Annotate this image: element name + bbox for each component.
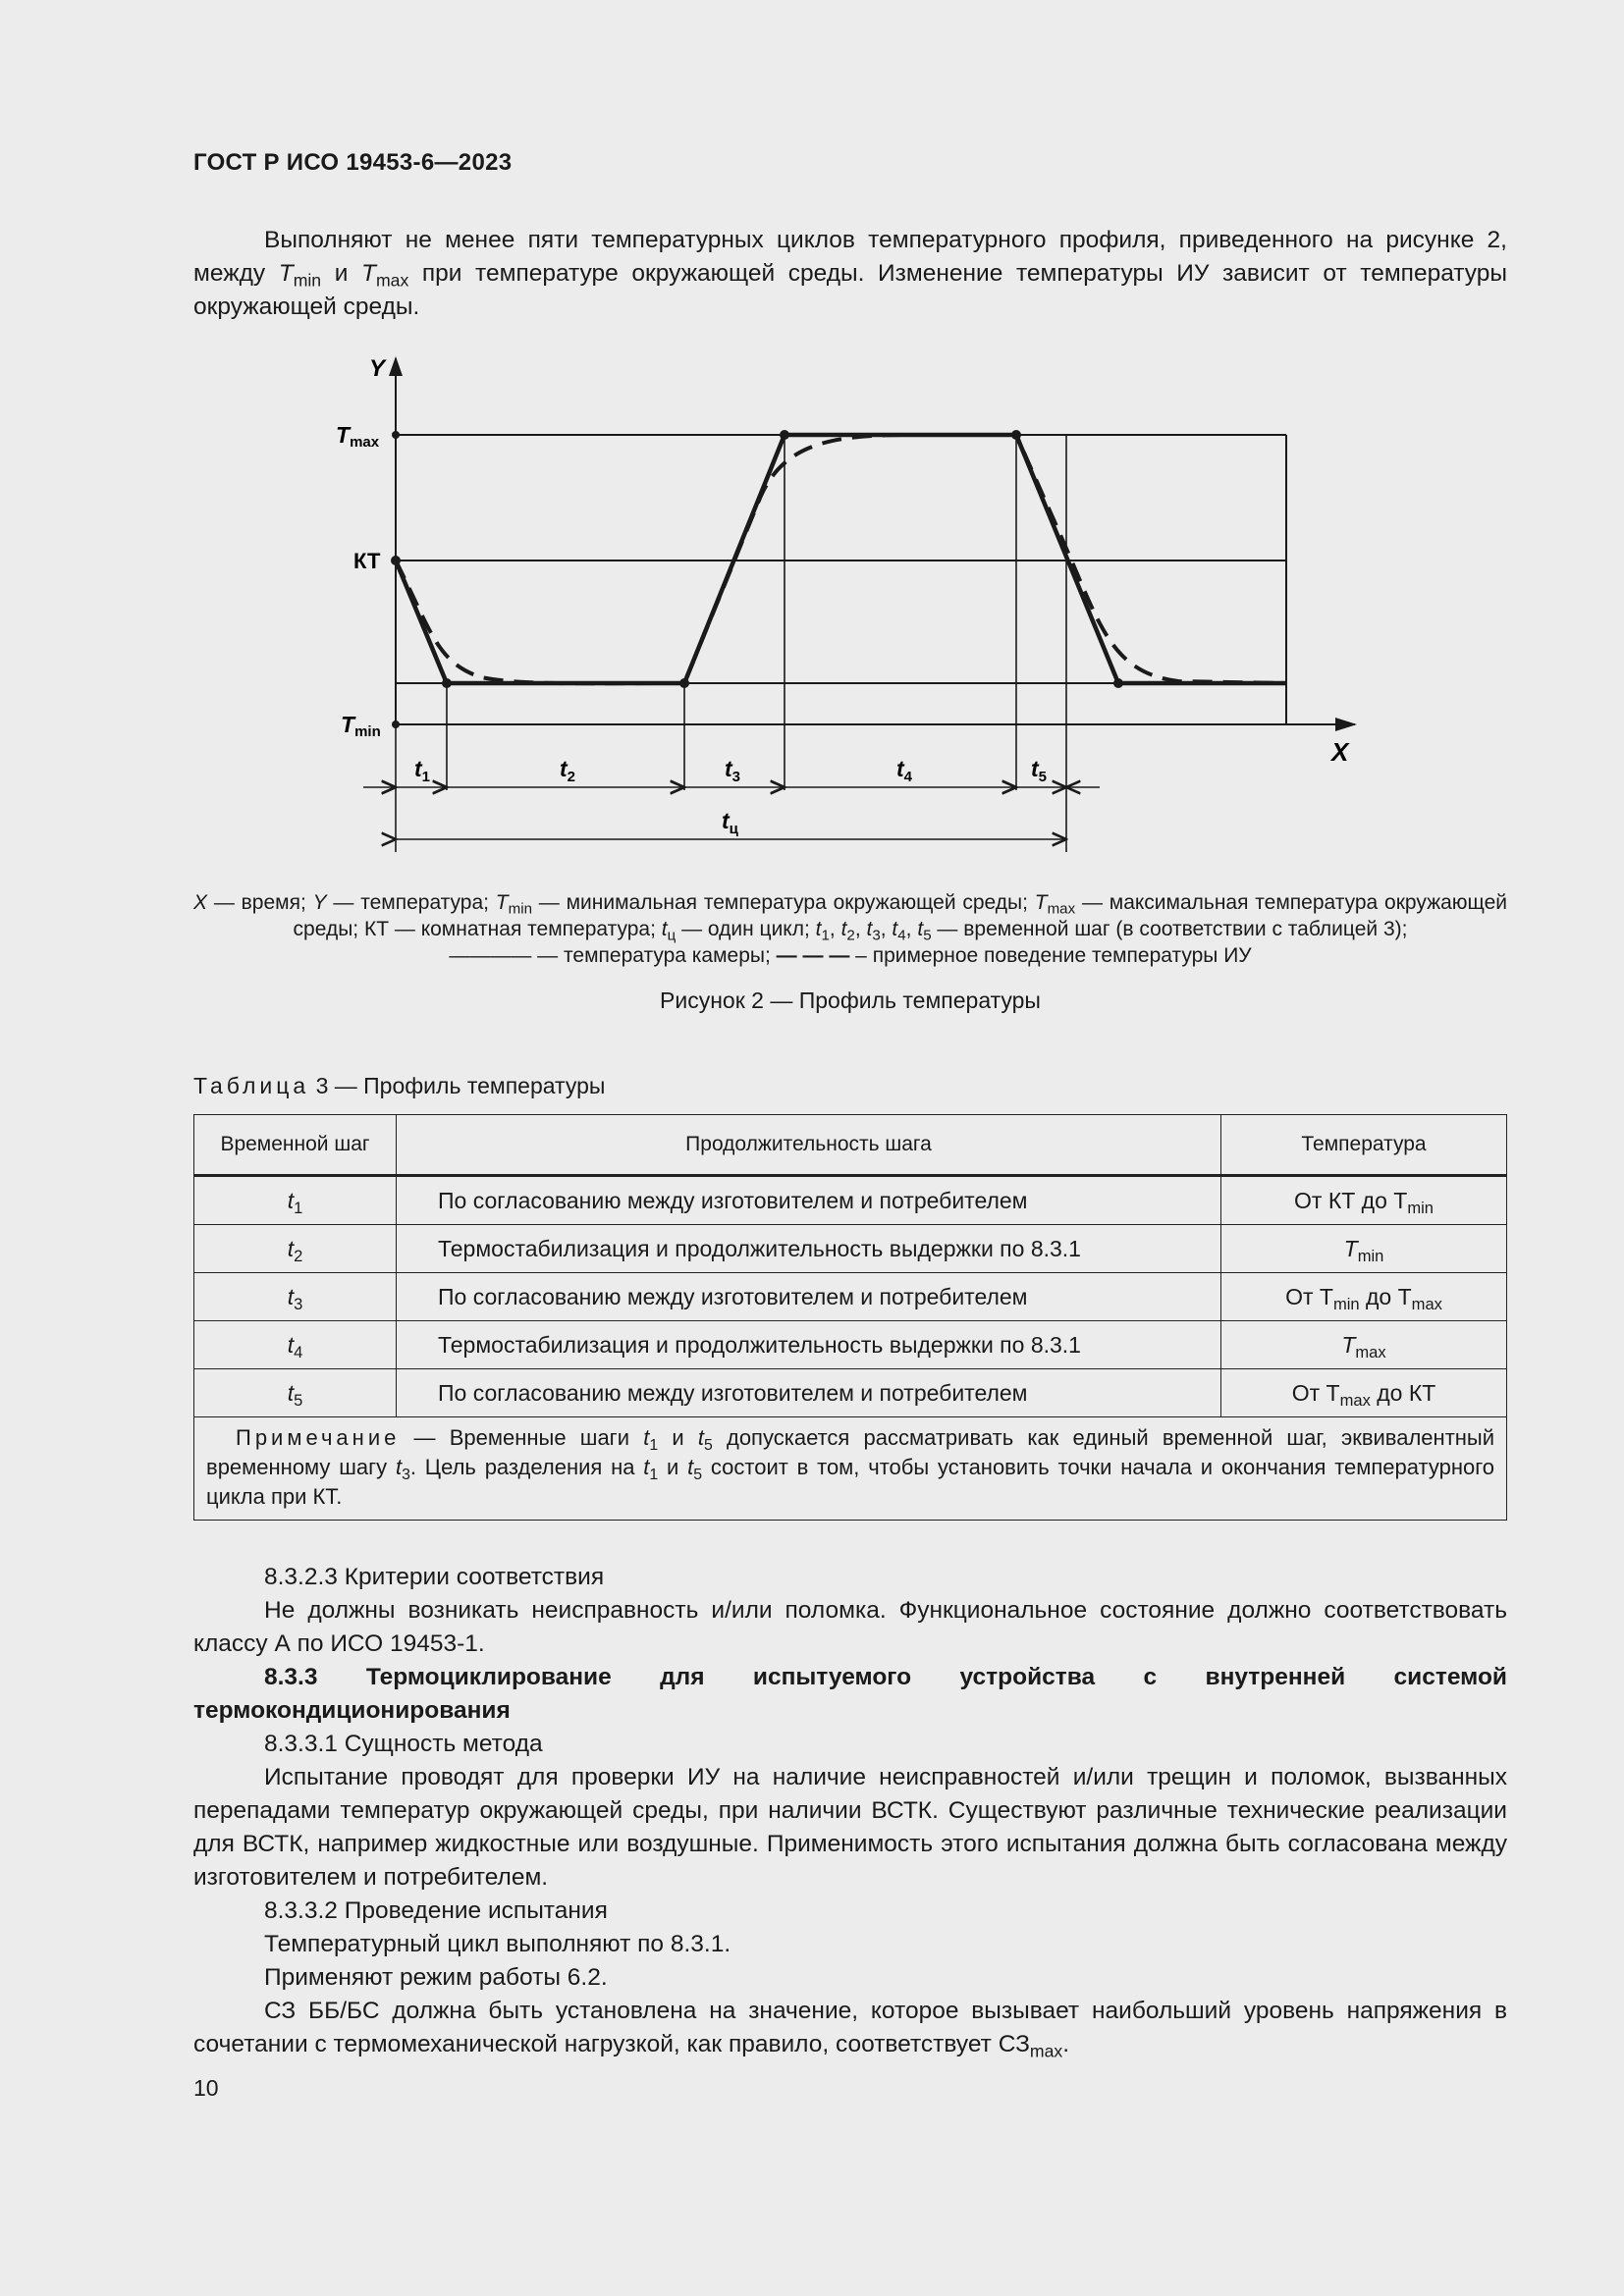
table-note: Примечание — Временные шаги $t_1$ и $t_5$ допускается рассматривать как единый временной шаг, эквивалентный временному шагу $t_3$. Цель разделения на $t_1$ и $t_5$ состоит в том, чтобы установить точки начала и окончания температурного цикла при КТ. (194, 1417, 1507, 1521)
temperature-profile-table (193, 1114, 1507, 1521)
header-step: Временной шаг (194, 1115, 397, 1176)
header-temperature: Температура (1221, 1115, 1507, 1176)
dut-temperature-line (396, 435, 1286, 683)
table-row: $t_1$ По согласованию между изготовителем и потребителем От КТ до $T_{min}$ (194, 1176, 1507, 1225)
page-number: 10 (193, 2075, 219, 2101)
figure-legend: X — время; Y — температура; $T_{min}$ — минимальная температура окружающей среды; $T_{max}$ — максимальная температура окружающей среды; КТ — комнатная температура; $t_ц$ — один цикл; $t_1$, $t_2$, $t_3$, $t_4$, $t_5$ — временной шаг (в соответствии с таблицей 3); ———— — температура камеры; — — — – примерное поведение температуры ИУ (193, 891, 1507, 967)
section-8-3-3-1-text: Испытание проводят для проверки ИУ на наличие неисправностей и/или трещин и поломок, вызванных перепадами температур окружающей среды, при наличии ВСТК. Существуют различные технические реализации для ВСТК, например жидкостные или воздушные. Применимость этого испытания должна быть согласована между изготовителем и потребителем. (193, 1764, 1507, 1891)
table-note-row (194, 1417, 1507, 1521)
cycle-label: $t_ц$ (722, 808, 738, 837)
step-label-t5: $t_5$ (1031, 756, 1048, 785)
step-label-t2: $t_2$ (560, 756, 576, 785)
intro-paragraph: Выполняют не менее пяти температурных циклов температурного профиля, приведенного на рисунке 2, между $T_{min}$ и $T_{max}$ при температуре окружающей среды. Изменение температуры ИУ зависит от температуры окружающей среды. (193, 227, 1507, 320)
section-8-3-2-3-text: Не должны возникать неисправность и/или поломка. Функциональное состояние должно соответствовать классу А по ИСО 19453-1. (193, 1597, 1507, 1657)
section-8-3-3-heading: 8.3.3 Термоциклирование для испытуемого устройства с внутренней системой термокондиционирования (193, 1664, 1507, 1724)
section-8-3-3-2-line2: Применяют режим работы 6.2. (264, 1964, 608, 1991)
section-8-3-3-2-heading: 8.3.3.2 Проведение испытания (264, 1897, 608, 1924)
step-label-t4: $t_4$ (896, 756, 913, 785)
tmin-label: Tmin (341, 712, 381, 740)
table-row: $t_2$ Термостабилизация и продолжительность выдержки по 8.3.1 $T_{min}$ (194, 1225, 1507, 1273)
kt-label: КТ (353, 549, 381, 573)
section-8-3-2-3-heading: 8.3.2.3 Критерии соответствия (264, 1564, 605, 1590)
header-duration: Продолжительность шага (397, 1115, 1221, 1176)
document-header: ГОСТ Р ИСО 19453-6—2023 (193, 149, 513, 176)
section-8-3-3-2-line3: СЗ ББ/БС должна быть установлена на значение, которое вызывает наибольший уровень напряжения в сочетании с термомеханической нагрузкой, как правило, соответствует $СЗ_{max}$. (193, 1998, 1507, 2061)
table-row: $t_5$ По согласованию между изготовителем и потребителем От $T_{max}$ до КТ (194, 1369, 1507, 1417)
step-label-t1: $t_1$ (414, 756, 431, 785)
y-axis-label: Y (369, 355, 386, 382)
table-title: Таблица 3 — Профиль температуры (193, 1073, 606, 1098)
table-header-row (194, 1115, 1507, 1176)
temperature-profile-figure (324, 348, 1384, 859)
section-8-3-3-1-heading: 8.3.3.1 Сущность метода (264, 1731, 543, 1757)
tmax-label: Tmax (336, 422, 380, 451)
section-8-3-3-2-line1: Температурный цикл выполняют по 8.3.1. (264, 1931, 731, 1957)
x-axis-label: X (1331, 737, 1349, 767)
step-label-t3: $t_3$ (725, 756, 741, 785)
table-row: $t_3$ По согласованию между изготовителем и потребителем От $T_{min}$ до $T_{max}$ (194, 1273, 1507, 1321)
figure-caption: Рисунок 2 — Профиль температуры (660, 988, 1041, 1013)
table-row: $t_4$ Термостабилизация и продолжительность выдержки по 8.3.1 $T_{max}$ (194, 1321, 1507, 1369)
chamber-temperature-line (396, 435, 1286, 683)
